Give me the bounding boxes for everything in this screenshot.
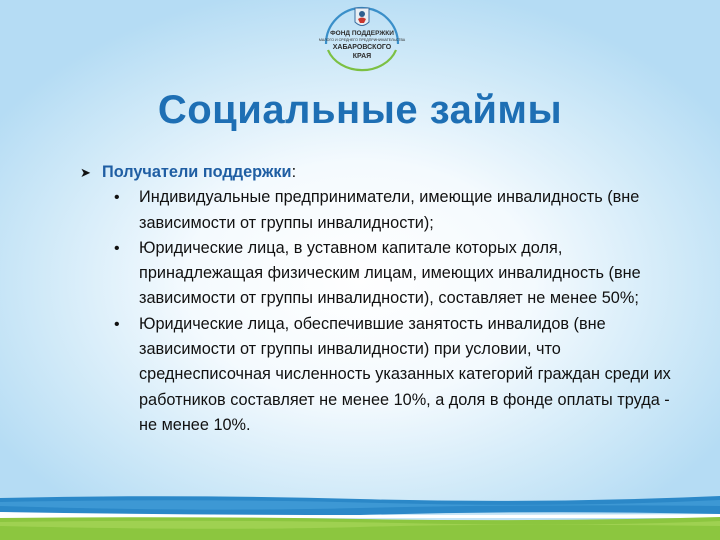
- list-item: [82, 312, 682, 438]
- bullet-icon: •: [114, 239, 120, 257]
- bottom-decorative-stripe: [0, 492, 720, 540]
- logo-line-1: ФОНД ПОДДЕРЖКИ: [330, 30, 394, 37]
- recipients-heading: [82, 160, 682, 185]
- recipients-list: [82, 185, 682, 438]
- recipients-heading-label: Получатели поддержки: [102, 163, 292, 181]
- coat-of-arms-icon: [355, 8, 369, 26]
- logo-line-4: КРАЯ: [352, 53, 372, 60]
- slide-content: [82, 160, 682, 438]
- logo-line-3: ХАБАРОВСКОГО: [332, 44, 392, 51]
- fund-logo: [312, 2, 412, 76]
- list-item-text: Индивидуальные предприниматели, имеющие инвалидность (вне зависимости от группы инвалидности);: [139, 188, 640, 232]
- list-item: [82, 236, 682, 312]
- list-item: [82, 185, 682, 236]
- wave-stripe-graphic: [0, 492, 720, 540]
- list-item-text: Юридические лица, обеспечившие занятость инвалидов (вне зависимости от группы инвалидности) при условии, что среднесписочная численность указанных категорий граждан среди их работников составляет не менее 10%, а доля в фонде оплаты труда - не менее 10%.: [139, 314, 671, 434]
- recipients-heading-colon: :: [291, 163, 297, 181]
- arrow-bullet-icon: ➤: [80, 165, 91, 180]
- bullet-icon: •: [114, 315, 120, 333]
- slide-title: Социальные займы: [157, 88, 563, 132]
- logo-line-2: МАЛОГО И СРЕДНЕГО ПРЕДПРИНИМАТЕЛЬСТВА: [318, 38, 406, 42]
- bullet-icon: •: [114, 189, 120, 207]
- list-item-text: Юридические лица, в уставном капитале которых доля, принадлежащая физическим лицам, имеющих инвалидность (вне зависимости от группы инвалидности), составляет не менее 50%;: [139, 238, 641, 308]
